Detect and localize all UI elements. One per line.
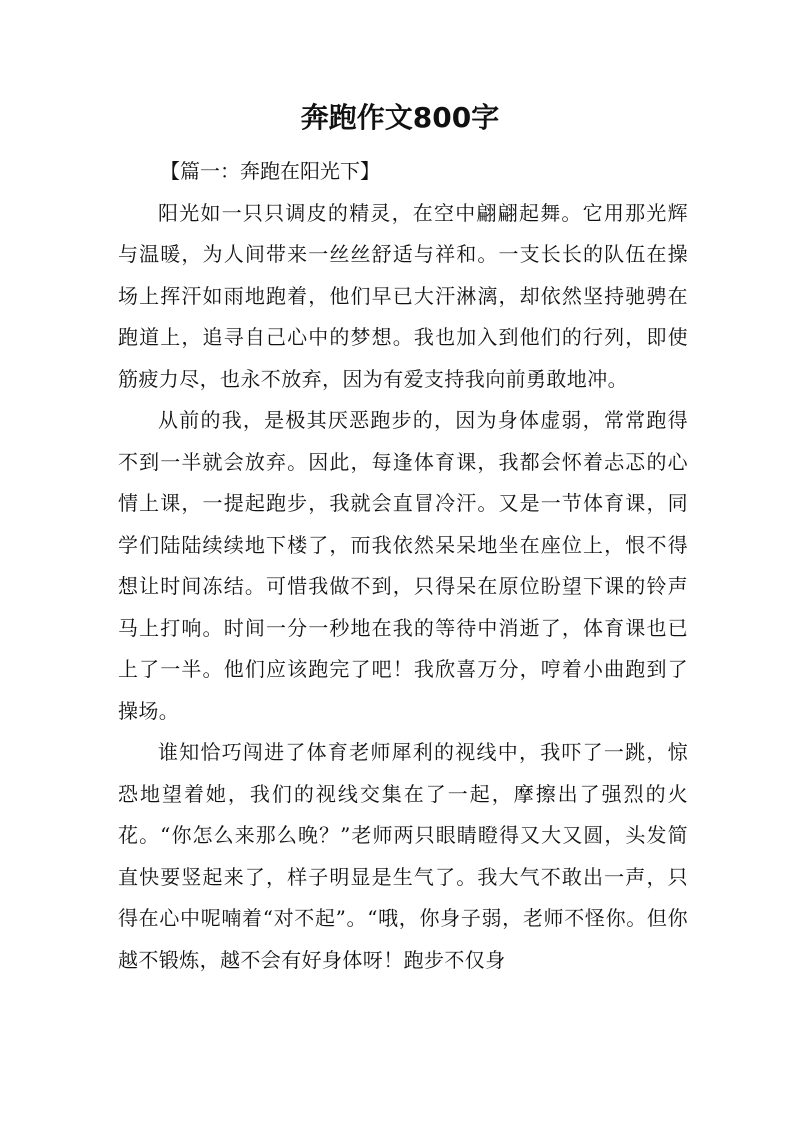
paragraph: 从前的我，是极其厌恶跑步的，因为身体虚弱，常常跑得不到一半就会放弃。因此，每逢体育课，我都会怀着忐忑的心情上课，一提起跑步，我就会直冒冷汗。又是一节体育课，同学们陆陆续续地下楼了，而我依然呆呆地坐在座位上，恨不得想让时间冻结。可惜我做不到，只得呆在原位盼望下课的铃声马上打响。时间一分一秒地在我的等待中消逝了，体育课也已上了一半。他们应该跑完了吧！我欣喜万分，哼着小曲跑到了操场。 bbox=[118, 408, 688, 723]
paragraph: 谁知恰巧闯进了体育老师犀利的视线中，我吓了一跳，惊恐地望着她，我们的视线交集在了一起，摩擦出了强烈的火花。“你怎么来那么晚？”老师两只眼睛瞪得又大又圆，头发简直快要竖起来了，样子明显是生气了。我大气不敢出一声，只得在心中呢喃着“对不起”。“哦，你身子弱，老师不怪你。但你越不锻炼，越不会有好身体呀！跑步不仅身 bbox=[118, 740, 688, 972]
paragraph: 阳光如一只只调皮的精灵，在空中翩翩起舞。它用那光辉与温暖，为人间带来一丝丝舒适与祥和。一支长长的队伍在操场上挥汗如雨地跑着，他们早已大汗淋漓，却依然坚持驰骋在跑道上，追寻自己心中的梦想。我也加入到他们的行列，即使筋疲力尽，也永不放弃，因为有爱支持我向前勇敢地冲。 bbox=[118, 200, 688, 391]
article-body bbox=[118, 151, 688, 981]
page-title: 奔跑作文800字 bbox=[300, 101, 500, 134]
section-heading: 【篇一：奔跑在阳光下】 bbox=[160, 159, 380, 183]
